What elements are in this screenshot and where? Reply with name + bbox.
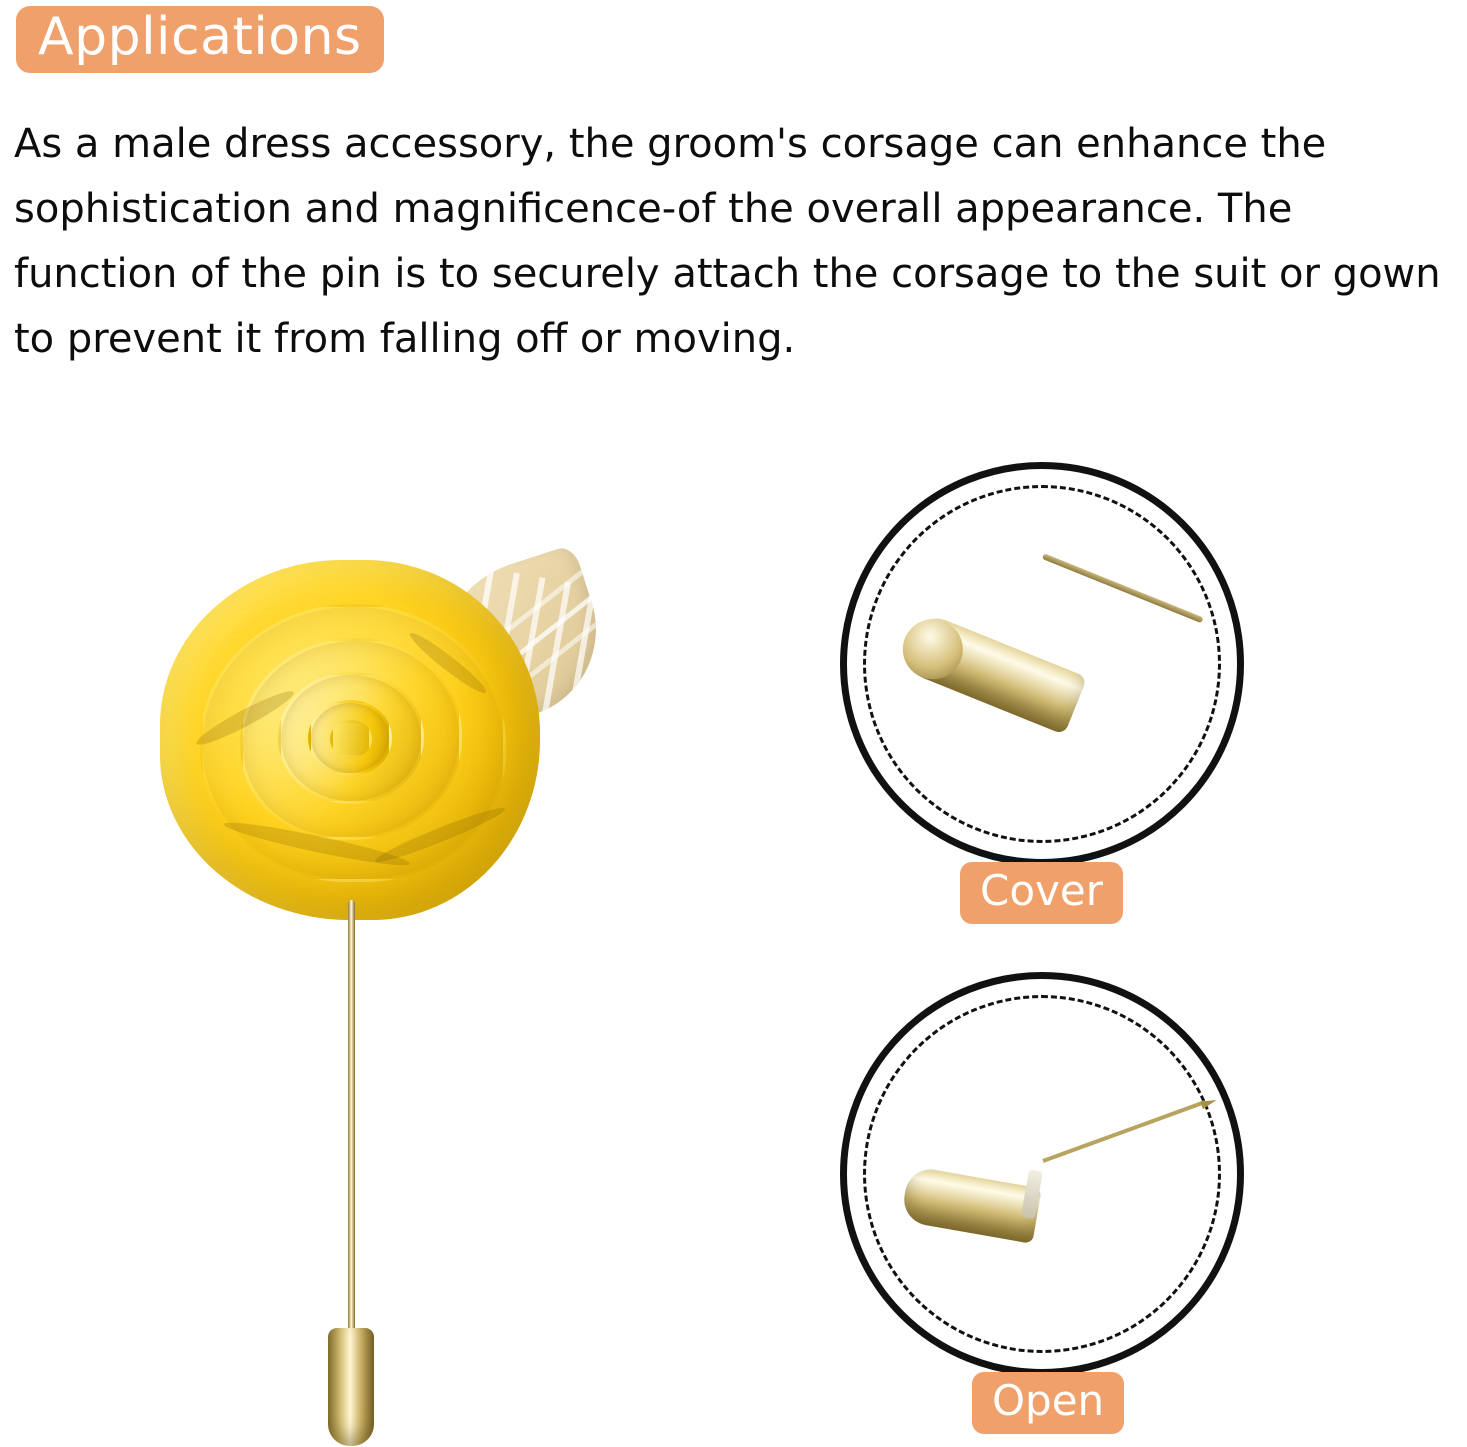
detail-callout-open — [840, 972, 1244, 1376]
pin-cover-cap — [328, 1328, 374, 1446]
callout-label-cover: Cover — [960, 862, 1123, 924]
applications-badge: Applications — [16, 6, 384, 73]
pin-needle-covered — [1042, 553, 1204, 623]
callout-label-open: Open — [972, 1372, 1124, 1434]
pin-cover-body-detached — [900, 1165, 1042, 1243]
yellow-satin-rose — [160, 560, 540, 920]
detail-callout-cover — [840, 462, 1244, 866]
applications-badge-wrapper — [16, 6, 384, 73]
applications-paragraph: As a male dress accessory, the groom's corsage can enhance the sophistication and magnificence-of the overall appearance. The function of the pin is to securely attach the corsage to the suit or gown to prevent it from falling off or moving. — [14, 121, 1441, 362]
pin-needle-exposed — [1042, 1100, 1205, 1163]
product-photo-area — [0, 400, 1467, 1447]
pin-shaft — [348, 900, 355, 1340]
corsage-pin-product — [150, 470, 620, 1430]
rose-center — [330, 720, 372, 758]
